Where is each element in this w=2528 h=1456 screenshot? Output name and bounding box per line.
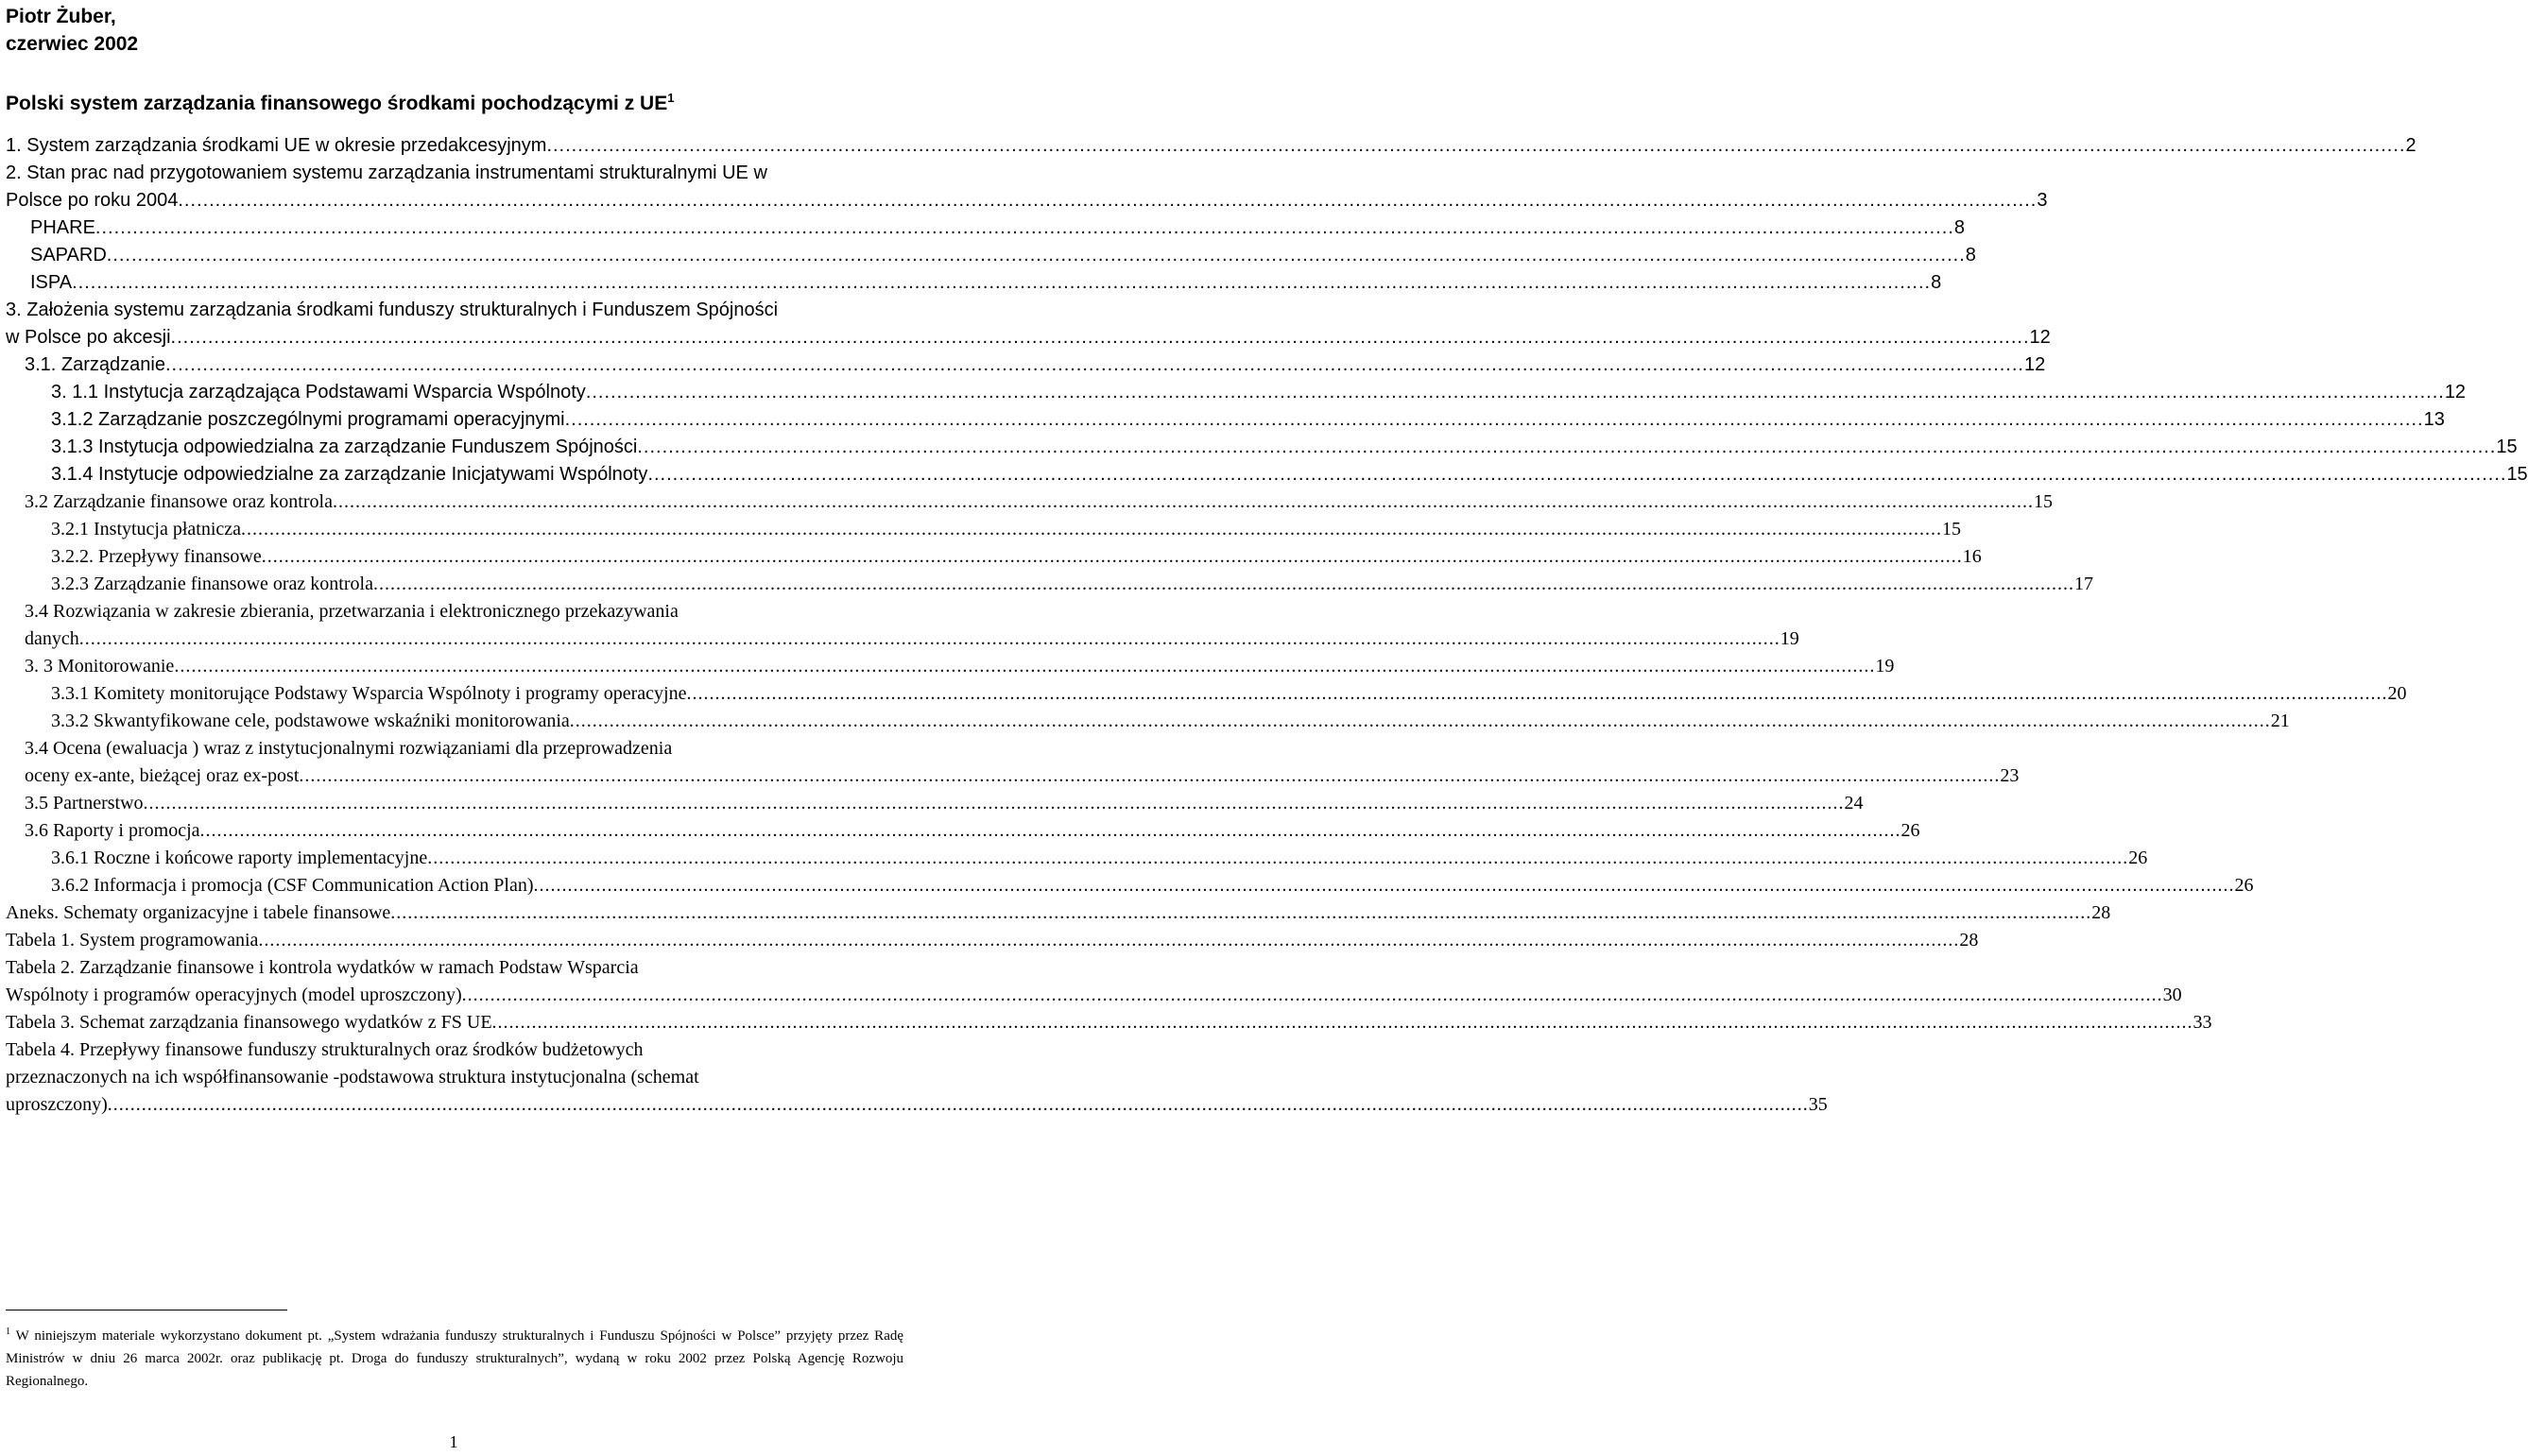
- toc-entry[interactable]: [6, 817, 1920, 845]
- toc-entry-title: 3.1.4 Instytucje odpowiedzialne za zarządzanie Inicjatywami Wspólnoty: [51, 464, 648, 485]
- toc-entry-title: SAPARD: [30, 245, 107, 266]
- toc-page-number: 24: [1844, 793, 1864, 814]
- toc-entry-title: 3.4 Ocena (ewaluacja ) wraz z instytucjonalnymi rozwiązaniami dla przeprowadzenia: [25, 738, 673, 759]
- toc-entry-title: 3. Założenia systemu zarządzania środkami funduszy strukturalnych i Funduszem Spójności: [6, 300, 779, 320]
- toc-page-number: 28: [1959, 930, 1979, 951]
- toc-dot-leader: ............................................................................................................................................................................................................................................................................................................: [95, 217, 1954, 238]
- toc-page-number: 12: [2023, 354, 2046, 375]
- toc-dot-leader: ............................................................................................................................................................................................................................................................................................................: [332, 491, 2034, 512]
- page-number: 1: [449, 1432, 458, 1451]
- title-footnote-mark: 1: [667, 91, 675, 105]
- table-of-contents: [6, 132, 2528, 1119]
- toc-dot-leader: ............................................................................................................................................................................................................................................................................................................: [637, 437, 2497, 457]
- toc-entry-title: PHARE: [30, 217, 95, 238]
- toc-dot-leader: ............................................................................................................................................................................................................................................................................................................: [72, 272, 1932, 293]
- toc-entry[interactable]: [6, 653, 1895, 680]
- toc-entry-title: 3.6.1 Roczne i końcowe raporty implementacyjne: [51, 848, 428, 868]
- author-name: Piotr Żuber,: [6, 6, 116, 27]
- toc-entry[interactable]: [6, 872, 2254, 899]
- toc-page-number: 16: [1962, 546, 1982, 567]
- toc-entry[interactable]: [6, 379, 2467, 406]
- toc-entry-title: 3.3.2 Skwantyfikowane cele, podstawowe wskaźniki monitorowania: [51, 711, 570, 731]
- toc-page-number: 13: [2423, 409, 2445, 430]
- toc-dot-leader: ............................................................................................................................................................................................................................................................................................................: [564, 409, 2424, 430]
- document-title: [6, 87, 674, 115]
- toc-entry-title: danych: [25, 628, 79, 649]
- toc-entry-title: Polsce po roku 2004: [6, 190, 179, 211]
- toc-entry-title: 3.1.2 Zarządzanie poszczególnymi programami operacyjnymi: [51, 409, 565, 430]
- toc-entry-title: w Polsce po akcesji: [6, 327, 171, 348]
- toc-dot-leader: ............................................................................................................................................................................................................................................................................................................: [686, 683, 2388, 704]
- toc-page-number: 19: [1780, 628, 1799, 649]
- footnote-text: W niniejszym materiale wykorzystano dokument pt. „System wdrażania funduszy strukturalnych i Funduszu Spójności w Polsce” przyjęty przez Radę Ministrów w dniu 26 marca 2002r. oraz publikację pt. Droga do funduszy strukturalnych”, wydaną w roku 2002 przez Polską Agencję Rozwoju Regionalnego.: [6, 1328, 904, 1389]
- toc-page-number: 12: [2029, 327, 2051, 348]
- toc-entry[interactable]: [6, 214, 1966, 242]
- toc-entry-title: Tabela 1. System programowania: [6, 930, 259, 951]
- toc-entry[interactable]: [6, 543, 1982, 571]
- toc-entry-title: ISPA: [30, 272, 73, 293]
- toc-dot-leader: ............................................................................................................................................................................................................................................................................................................: [569, 711, 2271, 731]
- toc-dot-leader: ............................................................................................................................................................................................................................................................................................................: [533, 875, 2235, 896]
- toc-entry[interactable]: [6, 735, 2020, 790]
- toc-entry[interactable]: [6, 434, 2518, 461]
- toc-entry-title: 3.2.3 Zarządzanie finansowe oraz kontrola: [51, 574, 373, 594]
- toc-page-number: 8: [1931, 272, 1942, 293]
- toc-dot-leader: ............................................................................................................................................................................................................................................................................................................: [299, 765, 2001, 786]
- toc-entry[interactable]: [6, 927, 1979, 954]
- toc-entry[interactable]: [6, 1009, 2212, 1036]
- toc-entry-title: 3.2.2. Przepływy finansowe: [51, 546, 262, 567]
- toc-dot-leader: ............................................................................................................................................................................................................................................................................................................: [178, 190, 2038, 211]
- toc-entry[interactable]: [6, 571, 2093, 598]
- toc-page-number: 35: [1808, 1094, 1828, 1115]
- toc-entry-title: 1. System zarządzania środkami UE w okresie przedakcesyjnym: [6, 135, 547, 156]
- toc-entry[interactable]: [6, 406, 2445, 434]
- toc-entry[interactable]: [6, 598, 1799, 653]
- toc-page-number: 21: [2270, 711, 2290, 731]
- toc-entry-title: Aneks. Schematy organizacyjne i tabele finansowe: [6, 902, 391, 923]
- toc-dot-leader: ............................................................................................................................................................................................................................................................................................................: [461, 985, 2163, 1005]
- toc-entry-title: oceny ex-ante, bieżącej oraz ex-post: [25, 765, 300, 786]
- toc-entry-title: 3. 3 Monitorowanie: [25, 656, 175, 677]
- toc-dot-leader: ............................................................................................................................................................................................................................................................................................................: [199, 820, 1901, 841]
- toc-entry-title: 3.4 Rozwiązania w zakresie zbierania, przetwarzania i elektronicznego przekazywania: [25, 601, 679, 622]
- toc-entry[interactable]: [6, 132, 2416, 160]
- toc-entry[interactable]: [6, 351, 2046, 379]
- toc-dot-leader: ............................................................................................................................................................................................................................................................................................................: [491, 1012, 2193, 1033]
- toc-entry-title: 3.6.2 Informacja i promocja (CSF Communication Action Plan): [51, 875, 534, 896]
- toc-dot-leader: ............................................................................................................................................................................................................................................................................................................: [107, 1094, 1809, 1115]
- toc-entry[interactable]: [6, 461, 2528, 488]
- toc-page-number: 26: [2128, 848, 2148, 868]
- toc-entry[interactable]: [6, 1036, 1828, 1119]
- toc-entry-title: 3.2.1 Instytucja płatnicza: [51, 519, 242, 540]
- toc-entry[interactable]: [6, 269, 1942, 297]
- toc-dot-leader: ............................................................................................................................................................................................................................................................................................................: [241, 519, 1943, 540]
- toc-entry[interactable]: [6, 899, 2111, 927]
- toc-page-number: 15: [1942, 519, 1962, 540]
- toc-dot-leader: ............................................................................................................................................................................................................................................................................................................: [258, 930, 1960, 951]
- toc-entry[interactable]: [6, 954, 2182, 1009]
- toc-page-number: 33: [2193, 1012, 2212, 1033]
- toc-entry[interactable]: [6, 790, 1864, 817]
- toc-entry[interactable]: [6, 242, 1976, 269]
- toc-dot-leader: ............................................................................................................................................................................................................................................................................................................: [261, 546, 1963, 567]
- toc-entry[interactable]: [6, 488, 2053, 516]
- toc-entry-title: Tabela 2. Zarządzanie finansowe i kontrola wydatków w ramach Podstaw Wsparcia: [6, 957, 639, 978]
- toc-page-number: 3: [2037, 190, 2048, 211]
- toc-entry-title: 3.6 Raporty i promocja: [25, 820, 200, 841]
- toc-entry-title: 3.1. Zarządzanie: [25, 354, 165, 375]
- toc-entry[interactable]: [6, 297, 2051, 351]
- footnote-mark: 1: [6, 1327, 10, 1337]
- toc-page-number: 17: [2073, 574, 2093, 594]
- toc-dot-leader: ............................................................................................................................................................................................................................................................................................................: [143, 793, 1845, 814]
- toc-entry-title: 3.3.1 Komitety monitorujące Podstawy Wsparcia Wspólnoty i programy operacyjne: [51, 683, 687, 704]
- toc-dot-leader: ............................................................................................................................................................................................................................................................................................................: [546, 135, 2406, 156]
- toc-page-number: 8: [1965, 245, 1976, 266]
- toc-dot-leader: ............................................................................................................................................................................................................................................................................................................: [164, 354, 2024, 375]
- toc-entry-title: 2. Stan prac nad przygotowaniem systemu zarządzania instrumentami strukturalnymi UE w: [6, 163, 767, 183]
- toc-page-number: 20: [2387, 683, 2407, 704]
- title-text: Polski system zarządzania finansowego środkami pochodzącymi z UE: [6, 93, 668, 114]
- toc-page-number: 30: [2162, 985, 2182, 1005]
- footnote: [6, 1321, 903, 1393]
- toc-entry-title: 3.2 Zarządzanie finansowe oraz kontrola: [25, 491, 333, 512]
- toc-page-number: 8: [1953, 217, 1966, 238]
- toc-page-number: 15: [2506, 464, 2528, 485]
- toc-entry-title: Tabela 4. Przepływy finansowe funduszy strukturalnych oraz środków budżetowych: [6, 1039, 644, 1060]
- toc-entry[interactable]: [6, 845, 2148, 872]
- toc-entry-title: 3. 1.1 Instytucja zarządzająca Podstawami Wsparcia Wspólnoty: [51, 382, 586, 403]
- toc-page-number: 15: [2496, 437, 2518, 457]
- toc-entry-title: przeznaczonych na ich współfinansowanie -podstawowa struktura instytucjonalna (schemat: [6, 1067, 699, 1088]
- toc-dot-leader: ............................................................................................................................................................................................................................................................................................................: [390, 902, 2092, 923]
- toc-entry[interactable]: [6, 160, 2048, 214]
- toc-entry-title: 3.1.3 Instytucja odpowiedzialna za zarządzanie Funduszem Spójności: [51, 437, 638, 457]
- toc-dot-leader: ............................................................................................................................................................................................................................................................................................................: [372, 574, 2074, 594]
- toc-dot-leader: ............................................................................................................................................................................................................................................................................................................: [78, 628, 1780, 649]
- toc-entry-title: Tabela 3. Schemat zarządzania finansowego wydatków z FS UE: [6, 1012, 492, 1033]
- toc-page-number: 2: [2405, 135, 2416, 156]
- toc-entry-title: Wspólnoty i programów operacyjnych (model uproszczony): [6, 985, 462, 1005]
- toc-page-number: 26: [1900, 820, 1920, 841]
- document-date: czerwiec 2002: [6, 33, 139, 55]
- toc-dot-leader: ............................................................................................................................................................................................................................................................................................................: [174, 656, 1876, 677]
- toc-dot-leader: ............................................................................................................................................................................................................................................................................................................: [647, 464, 2507, 485]
- toc-dot-leader: ............................................................................................................................................................................................................................................................................................................: [170, 327, 2030, 348]
- toc-entry-title: uproszczony): [6, 1094, 108, 1115]
- toc-page-number: 23: [2000, 765, 2020, 786]
- toc-entry[interactable]: [6, 680, 2407, 708]
- toc-page-number: 19: [1875, 656, 1895, 677]
- toc-entry-title: 3.5 Partnerstwo: [25, 793, 144, 814]
- toc-page-number: 28: [2091, 902, 2111, 923]
- toc-page-number: 15: [2033, 491, 2053, 512]
- toc-entry[interactable]: [6, 708, 2290, 735]
- toc-dot-leader: ............................................................................................................................................................................................................................................................................................................: [106, 245, 1966, 266]
- toc-entry[interactable]: [6, 516, 1962, 543]
- toc-page-number: 12: [2444, 382, 2467, 403]
- toc-dot-leader: ............................................................................................................................................................................................................................................................................................................: [585, 382, 2445, 403]
- toc-page-number: 26: [2234, 875, 2254, 896]
- toc-dot-leader: ............................................................................................................................................................................................................................................................................................................: [427, 848, 2129, 868]
